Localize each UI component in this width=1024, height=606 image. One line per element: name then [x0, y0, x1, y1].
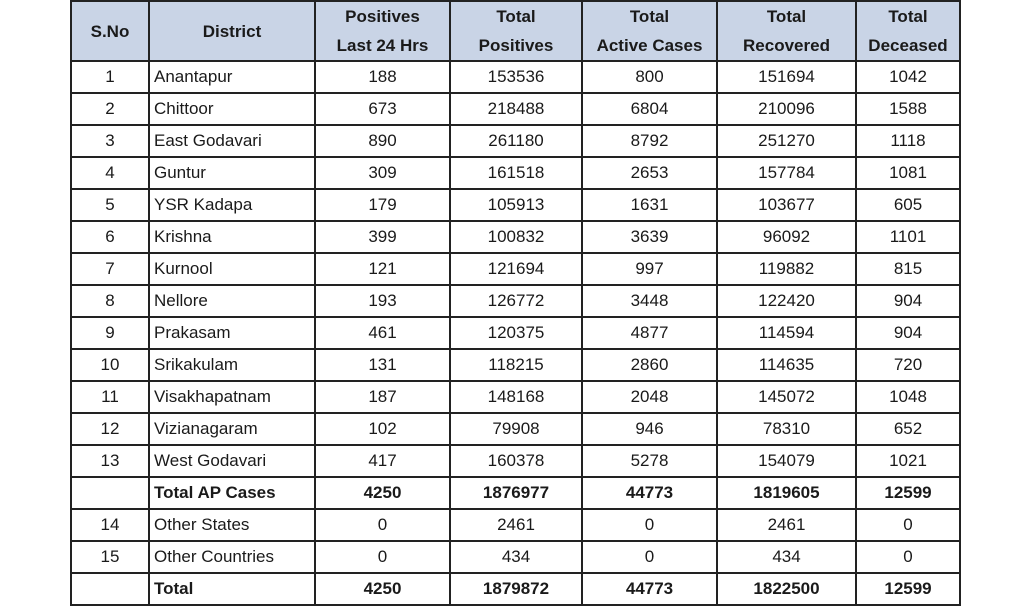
cell-positives-last-24: 4250 — [315, 477, 450, 509]
cell-active-cases: 3448 — [582, 285, 717, 317]
cell-sno: 10 — [71, 349, 149, 381]
cell-active-cases: 6804 — [582, 93, 717, 125]
cell-sno: 2 — [71, 93, 149, 125]
cell-recovered: 2461 — [717, 509, 856, 541]
header-total-positives — [450, 1, 582, 61]
cell-sno: 11 — [71, 381, 149, 413]
cell-district: Total — [149, 573, 315, 605]
cell-recovered: 157784 — [717, 157, 856, 189]
cell-total-positives: 1876977 — [450, 477, 582, 509]
table-row — [71, 189, 960, 221]
cell-deceased: 815 — [856, 253, 960, 285]
table-row — [71, 541, 960, 573]
cell-total-positives: 148168 — [450, 381, 582, 413]
table-row — [71, 61, 960, 93]
cell-total-positives: 160378 — [450, 445, 582, 477]
cell-recovered: 154079 — [717, 445, 856, 477]
table-row — [71, 285, 960, 317]
cell-total-positives: 118215 — [450, 349, 582, 381]
cell-recovered: 114635 — [717, 349, 856, 381]
cell-positives-last-24: 0 — [315, 541, 450, 573]
cell-recovered: 96092 — [717, 221, 856, 253]
cell-deceased: 0 — [856, 509, 960, 541]
cell-sno: 12 — [71, 413, 149, 445]
cell-district: East Godavari — [149, 125, 315, 157]
cell-deceased: 12599 — [856, 477, 960, 509]
table-row — [71, 93, 960, 125]
header-total-deceased — [856, 1, 960, 61]
cell-district: Anantapur — [149, 61, 315, 93]
cell-total-positives: 161518 — [450, 157, 582, 189]
cell-recovered: 122420 — [717, 285, 856, 317]
cell-recovered: 103677 — [717, 189, 856, 221]
cell-sno: 13 — [71, 445, 149, 477]
cell-recovered: 145072 — [717, 381, 856, 413]
cell-positives-last-24: 121 — [315, 253, 450, 285]
cell-sno: 4 — [71, 157, 149, 189]
district-covid-table — [70, 0, 961, 606]
header-line: S.No — [90, 21, 130, 41]
cell-recovered: 1819605 — [717, 477, 856, 509]
cell-positives-last-24: 0 — [315, 509, 450, 541]
table-row — [71, 509, 960, 541]
cell-sno: 1 — [71, 61, 149, 93]
cell-total-positives: 153536 — [450, 61, 582, 93]
cell-recovered: 78310 — [717, 413, 856, 445]
cell-positives-last-24: 102 — [315, 413, 450, 445]
table-row — [71, 381, 960, 413]
cell-active-cases: 44773 — [582, 477, 717, 509]
cell-active-cases: 2048 — [582, 381, 717, 413]
cell-active-cases: 800 — [582, 61, 717, 93]
cell-district: Other Countries — [149, 541, 315, 573]
cell-recovered: 210096 — [717, 93, 856, 125]
total-row — [71, 477, 960, 509]
cell-sno: 6 — [71, 221, 149, 253]
cell-positives-last-24: 4250 — [315, 573, 450, 605]
table-header — [71, 1, 960, 61]
cell-positives-last-24: 890 — [315, 125, 450, 157]
cell-district: West Godavari — [149, 445, 315, 477]
cell-sno: 15 — [71, 541, 149, 573]
cell-total-positives: 105913 — [450, 189, 582, 221]
cell-positives-last-24: 193 — [315, 285, 450, 317]
cell-sno — [71, 477, 149, 509]
cell-district: Nellore — [149, 285, 315, 317]
cell-deceased: 720 — [856, 349, 960, 381]
header-line: Last 24 Hrs — [336, 36, 429, 55]
district-covid-table-container — [70, 0, 959, 606]
header-total-recovered — [717, 1, 856, 61]
cell-deceased: 1588 — [856, 93, 960, 125]
cell-total-positives: 126772 — [450, 285, 582, 317]
cell-district: Prakasam — [149, 317, 315, 349]
cell-district: Other States — [149, 509, 315, 541]
cell-district: Guntur — [149, 157, 315, 189]
cell-district: Kurnool — [149, 253, 315, 285]
cell-positives-last-24: 188 — [315, 61, 450, 93]
header-line: Recovered — [743, 36, 830, 55]
cell-total-positives: 2461 — [450, 509, 582, 541]
cell-deceased: 1101 — [856, 221, 960, 253]
cell-active-cases: 0 — [582, 541, 717, 573]
header-line: Positives — [478, 36, 554, 55]
table-row — [71, 221, 960, 253]
table-body — [71, 61, 960, 605]
cell-total-positives: 261180 — [450, 125, 582, 157]
cell-active-cases: 946 — [582, 413, 717, 445]
cell-active-cases: 5278 — [582, 445, 717, 477]
table-row — [71, 445, 960, 477]
cell-positives-last-24: 131 — [315, 349, 450, 381]
cell-deceased: 0 — [856, 541, 960, 573]
header-line: Active Cases — [596, 36, 703, 55]
table-row — [71, 317, 960, 349]
cell-sno — [71, 573, 149, 605]
cell-district: Srikakulam — [149, 349, 315, 381]
cell-deceased: 1118 — [856, 125, 960, 157]
cell-district: Visakhapatnam — [149, 381, 315, 413]
cell-active-cases: 997 — [582, 253, 717, 285]
table-row — [71, 125, 960, 157]
header-total-active-cases — [582, 1, 717, 61]
cell-total-positives: 79908 — [450, 413, 582, 445]
cell-deceased: 1021 — [856, 445, 960, 477]
header-line: Positives — [345, 7, 420, 26]
cell-deceased: 904 — [856, 285, 960, 317]
header-row — [71, 1, 960, 61]
table-row — [71, 253, 960, 285]
cell-positives-last-24: 179 — [315, 189, 450, 221]
table-row — [71, 349, 960, 381]
cell-sno: 14 — [71, 509, 149, 541]
cell-positives-last-24: 187 — [315, 381, 450, 413]
cell-active-cases: 0 — [582, 509, 717, 541]
cell-sno: 8 — [71, 285, 149, 317]
cell-active-cases: 3639 — [582, 221, 717, 253]
cell-district: Vizianagaram — [149, 413, 315, 445]
cell-deceased: 1048 — [856, 381, 960, 413]
cell-sno: 7 — [71, 253, 149, 285]
cell-positives-last-24: 399 — [315, 221, 450, 253]
cell-district: Total AP Cases — [149, 477, 315, 509]
cell-total-positives: 120375 — [450, 317, 582, 349]
cell-district: Chittoor — [149, 93, 315, 125]
header-line: Deceased — [868, 36, 948, 55]
cell-recovered: 434 — [717, 541, 856, 573]
cell-recovered: 114594 — [717, 317, 856, 349]
cell-recovered: 251270 — [717, 125, 856, 157]
cell-active-cases: 44773 — [582, 573, 717, 605]
cell-recovered: 151694 — [717, 61, 856, 93]
header-line: Total — [496, 7, 536, 26]
cell-total-positives: 1879872 — [450, 573, 582, 605]
header-sno — [71, 1, 149, 61]
cell-active-cases: 4877 — [582, 317, 717, 349]
cell-district: Krishna — [149, 221, 315, 253]
cell-active-cases: 2860 — [582, 349, 717, 381]
cell-sno: 5 — [71, 189, 149, 221]
cell-active-cases: 1631 — [582, 189, 717, 221]
cell-deceased: 605 — [856, 189, 960, 221]
cell-total-positives: 218488 — [450, 93, 582, 125]
cell-positives-last-24: 673 — [315, 93, 450, 125]
cell-total-positives: 100832 — [450, 221, 582, 253]
cell-active-cases: 8792 — [582, 125, 717, 157]
cell-district: YSR Kadapa — [149, 189, 315, 221]
header-line: Total — [766, 7, 807, 26]
cell-sno: 9 — [71, 317, 149, 349]
cell-total-positives: 434 — [450, 541, 582, 573]
cell-recovered: 119882 — [717, 253, 856, 285]
header-line: District — [202, 21, 262, 41]
cell-positives-last-24: 461 — [315, 317, 450, 349]
cell-sno: 3 — [71, 125, 149, 157]
total-row — [71, 573, 960, 605]
cell-active-cases: 2653 — [582, 157, 717, 189]
header-positives-last-24-hrs — [315, 1, 450, 61]
cell-positives-last-24: 309 — [315, 157, 450, 189]
cell-deceased: 1042 — [856, 61, 960, 93]
cell-deceased: 1081 — [856, 157, 960, 189]
header-district — [149, 1, 315, 61]
cell-deceased: 12599 — [856, 573, 960, 605]
table-row — [71, 413, 960, 445]
cell-total-positives: 121694 — [450, 253, 582, 285]
header-line: Total — [629, 7, 670, 26]
cell-recovered: 1822500 — [717, 573, 856, 605]
cell-positives-last-24: 417 — [315, 445, 450, 477]
header-line: Total — [888, 7, 928, 26]
table-row — [71, 157, 960, 189]
cell-deceased: 904 — [856, 317, 960, 349]
cell-deceased: 652 — [856, 413, 960, 445]
